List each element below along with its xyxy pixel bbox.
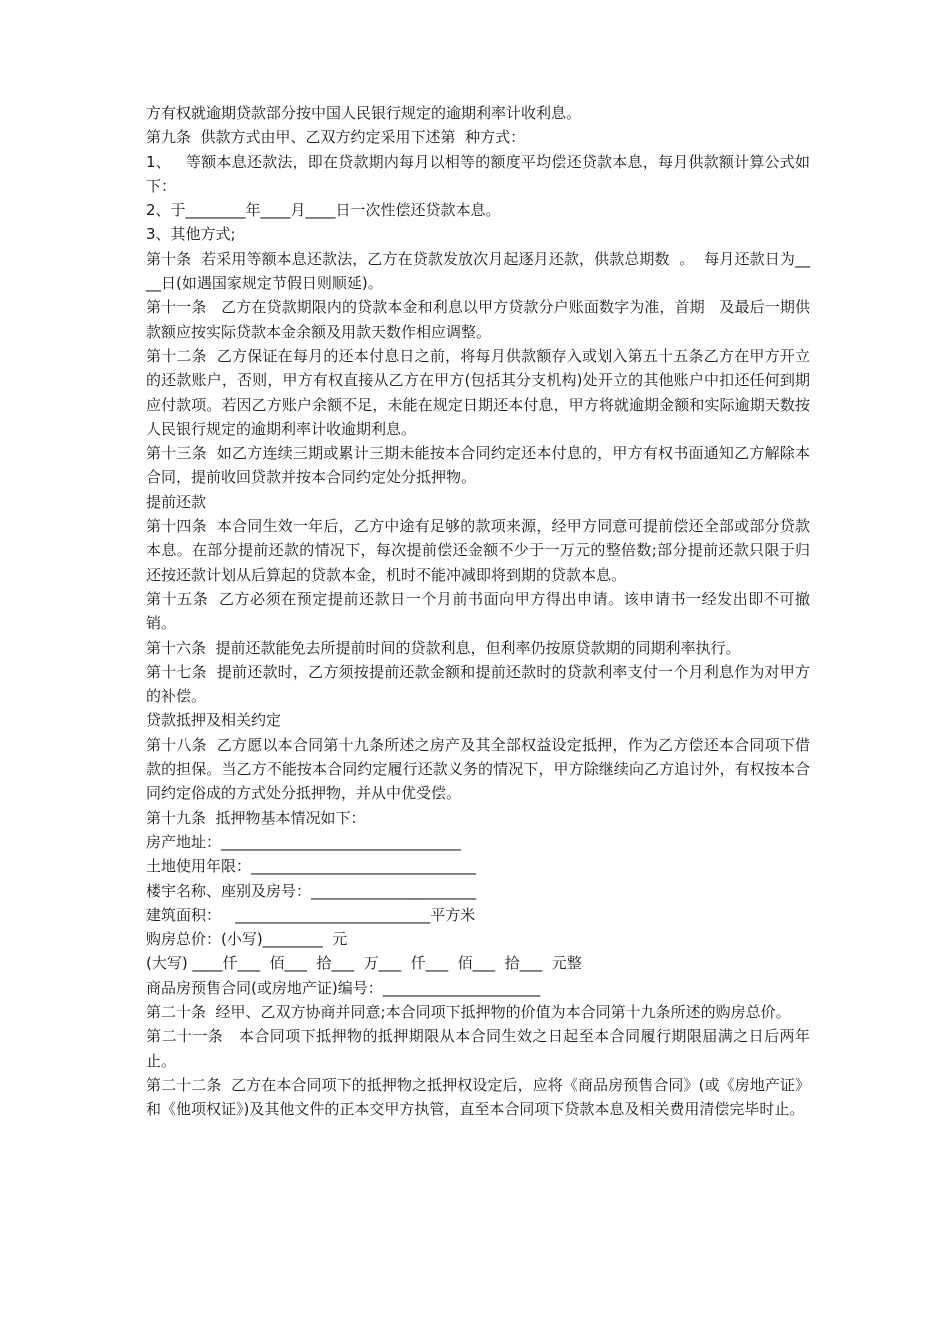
field-building-name: 楼宇名称、座别及房号：______________________ [146,881,477,900]
clause-9-payment-method: 第九条 供款方式由甲、乙双方约定采用下述第 种方式： [146,128,526,147]
clause-15: 第十五条 乙方必须在预定提前还款日一个月前书面向甲方得出申请。该申请书一经发出即不可撤销。 [146,589,810,633]
method-3-other: 3、其他方式; [146,225,236,244]
clause-12: 第十二条 乙方保证在每月的还本付息日之前，将每月供款额存入或划入第五十五条乙方在甲方开立的还款账户，否则，甲方有权直接从乙方在甲方(包括其分支机构)处开立的其他账户中扣还任何到期应付款项。若因乙方账户余额不足，未能在规定日期还本付息，甲方将就逾期金额和实际逾期天数按人民银行规定的逾期利率计收逾期利息。 [146,346,810,438]
section-heading-mortgage: 贷款抵押及相关约定 [146,711,282,730]
clause-22: 第二十二条 乙方在本合同项下的抵押物之抵押权设定后，应将《商品房预售合同》(或《房地产证》和《他项权证》)及其他文件的正本交甲方执管，直至本合同项下贷款本息及相关费用清偿完毕时止。 [146,1075,810,1119]
clause-16: 第十六条 提前还款能免去所提前时间的贷款利息，但利率仍按原贷款期的同期利率执行。 [146,638,741,657]
section-heading-prepayment: 提前还款 [146,492,207,511]
field-total-price-lowercase: 购房总价：(小写)________ 元 [146,930,348,949]
clause-19: 第十九条 抵押物基本情况如下： [146,808,366,827]
document-body [146,101,810,1121]
field-floor-area: 建筑面积： __________________________平方米 [146,905,476,924]
clause-14: 第十四条 本合同生效一年后，乙方中途有足够的款项来源，经甲方同意可提前偿还全部或部分贷款本息。在部分提前还款的情况下，每次提前偿还金额不少于一万元的整倍数;部分提前还款只限于归还按还款计划从后算起的贷款本金，机时不能冲减即将到期的贷款本息。 [146,517,810,584]
field-presale-contract-number: 商品房预售合同(或房地产证)编号：_____________________ [146,978,541,997]
paragraph-overdue-interest: 方有权就逾期贷款部分按中国人民银行规定的逾期利率计收利息。 [146,104,582,122]
method-1-equal-installment: 1、 等额本息还款法，即在贷款期内每月以相等的额度平均偿还贷款本息，每月供款额计算公式如下： [146,152,810,195]
clause-13: 第十三条 如乙方连续三期或累计三期未能按本合同约定还本付息的，甲方有权书面通知乙方解除本合同，提前收回贷款并按本合同约定处分抵押物。 [146,444,810,487]
field-total-price-uppercase: (大写) ____仟___ 佰___ 拾___ 万___ 仟___ 佰___ 拾___ 元整 [146,954,582,973]
clause-17: 第十七条 提前还款时，乙方须按提前还款金额和提前还款时的贷款利率支付一个月利息作为对甲方的补偿。 [146,662,810,706]
clause-18: 第十八条 乙方愿以本合同第十九条所述之房产及其全部权益设定抵押，作为乙方偿还本合同项下借款的担保。当乙方不能按本合同约定履行还款义务的情况下，甲方除继续向乙方追讨外，有权按本合同约定俗成的方式处分抵押物，并从中优受偿。 [146,735,810,803]
clause-11: 第十一条 乙方在贷款期限内的贷款本金和利息以甲方贷款分户账面数字为准，首期 及最后一期供款额应按实际贷款本金余额及用款天数作相应调整。 [146,298,810,341]
field-land-use-term: 土地使用年限：______________________________ [146,857,477,876]
clause-21: 第二十一条 本合同项下抵押物的抵押期限从本合同生效之日起至本合同履行期限届满之日后两年止。 [146,1027,810,1070]
method-2-lump-sum: 2、于________年____月____日一次性偿还贷款本息。 [146,201,501,220]
clause-20: 第二十条 经甲、乙双方协商并同意;本合同项下抵押物的价值为本合同第十九条所述的购房总价。 [146,1002,791,1021]
field-property-address: 房产地址：________________________________ [146,832,462,851]
clause-10: 第十条 若采用等额本息还款法，乙方在贷款发放次月起逐月还款，供款总期数 。 每月还款日为____日(如遇国家规定节假日则顺延)。 [146,249,810,293]
